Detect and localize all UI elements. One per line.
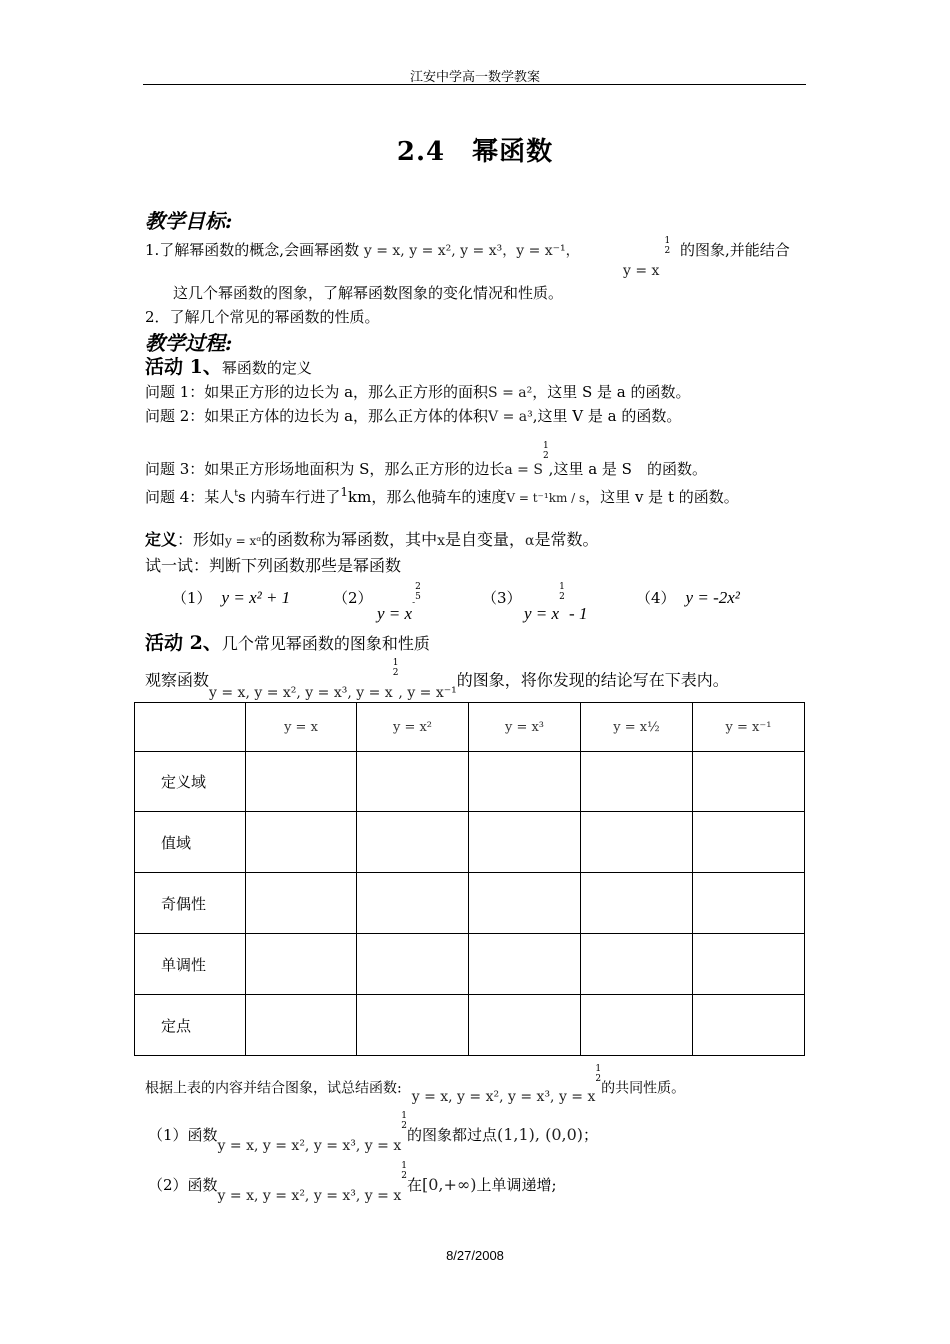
table-cell[interactable] (246, 752, 357, 812)
question-4-t: t (234, 489, 238, 499)
table-cell[interactable] (469, 934, 581, 995)
table-cell[interactable] (693, 995, 805, 1056)
observe-last: , y = x⁻¹ (398, 685, 457, 702)
table-cell[interactable] (469, 752, 581, 812)
try-it-prompt: 试一试：判断下列函数那些是幂函数 (145, 556, 402, 575)
property-2-end: 上单调递增; (476, 1176, 557, 1194)
table-cell[interactable] (581, 995, 693, 1056)
table-cell[interactable] (581, 934, 693, 995)
question-4-text-c: km，那么他骑车的速度 (348, 488, 507, 506)
page-title: 2.4 幂函数 (396, 137, 554, 167)
question-3-formula: a = S (504, 462, 543, 478)
header-divider (143, 84, 806, 85)
property-1-mid: 的图象都过点 (406, 1126, 497, 1144)
fraction-half: 1 2 (401, 1161, 407, 1181)
question-3-text: 问题 3：如果正方形场地面积为 S，那么正方形的边长 (145, 460, 505, 478)
table-col-header: y = x² (357, 703, 469, 752)
question-2-end: ,这里 V 是 a 的函数。 (532, 407, 682, 425)
property-2-funcs: y = x, y = x², y = x³, y = x (217, 1188, 402, 1204)
observe-text-a: 观察函数 (145, 670, 210, 690)
try-item-4-num: （4） (636, 589, 676, 607)
try-item-3 (482, 587, 522, 608)
table-cell[interactable] (469, 873, 581, 934)
definition-text-d: 是常数。 (534, 530, 599, 549)
observe-line (145, 658, 729, 702)
definition-label: 定义 (145, 530, 178, 549)
definition-alpha: α (525, 533, 535, 549)
table-row-header: 奇偶性 (135, 873, 246, 934)
table-cell[interactable] (693, 873, 805, 934)
fraction-two-fifths: 2 5 (415, 582, 421, 602)
table-row-header: 值域 (135, 812, 246, 873)
question-4-text-b: s 内骑车行进了 (237, 488, 341, 506)
question-4 (145, 485, 739, 507)
observe-funcs: y = x, y = x², y = x³, y = x (209, 685, 393, 702)
summary-text-a: 根据上表的内容并结合图象，试总结函数: (145, 1080, 402, 1097)
table-row-header: 定义域 (135, 752, 246, 812)
question-2-formula: V = a³ (488, 409, 533, 425)
activity-1-heading (145, 352, 312, 379)
goal-item-1 (145, 239, 580, 260)
property-1-num: （1）函数 (148, 1126, 218, 1144)
property-2 (148, 1161, 557, 1204)
try-item-1-num: （1） (172, 589, 212, 607)
property-1-points: (1,1), (0,0) (496, 1125, 583, 1144)
question-4-end: ，这里 v 是 t 的函数。 (585, 488, 739, 506)
goal-1-suffix: 的图象,并能结合 (680, 241, 790, 259)
table-cell[interactable] (469, 812, 581, 873)
try-item-4 (636, 587, 740, 608)
process-heading: 教学过程: (145, 331, 233, 355)
try-item-2-num: （2） (333, 589, 373, 607)
neg-sign: - (412, 598, 416, 609)
properties-table (134, 702, 805, 1056)
question-3-end: ,这里 a 是 S 的函数。 (548, 460, 707, 478)
question-1-end: ，这里 S 是 a 的函数。 (532, 383, 691, 401)
activity-1-label: 活动 1、 (145, 356, 222, 378)
table-col-header: y = x (246, 703, 357, 752)
table-cell[interactable] (693, 812, 805, 873)
page-header: 江安中学高一数学教案 (409, 70, 540, 85)
question-1-text: 问题 1：如果正方形的边长为 a，那么正方形的面积 (145, 383, 489, 401)
definition-var: x (437, 533, 445, 549)
goal-1-sqrt-base: y = x (623, 263, 660, 280)
table-col-header: y = x⁻¹ (693, 703, 805, 752)
question-3 (145, 441, 707, 479)
goal-1-continuation: 这几个幂函数的图象，了解幂函数图象的变化情况和性质。 (173, 284, 564, 302)
question-2 (145, 405, 681, 426)
table-row (135, 812, 805, 873)
table-col-header: y = x½ (581, 703, 693, 752)
property-2-interval: [0,+∞) (421, 1175, 477, 1194)
table-row-header: 单调性 (135, 934, 246, 995)
table-cell[interactable] (693, 752, 805, 812)
table-row (135, 873, 805, 934)
table-cell[interactable] (693, 934, 805, 995)
table-cell[interactable] (357, 934, 469, 995)
try-item-2-base: y = x (377, 604, 413, 624)
table-row (135, 995, 805, 1056)
summary-funcs: y = x, y = x², y = x³, y = x (411, 1088, 596, 1105)
page-footer-date: 8/27/2008 (446, 1248, 504, 1263)
try-item-2 (333, 587, 373, 608)
definition-text-c: 是自变量， (444, 530, 525, 549)
observe-text-b: 的图象，将你发现的结论写在下表内。 (456, 670, 729, 690)
try-item-3-num: （3） (482, 589, 522, 607)
definition-text-b: 的函数称为幂函数，其中 (261, 530, 438, 549)
try-item-4-expr: y = -2x² (685, 588, 740, 607)
table-cell[interactable] (357, 812, 469, 873)
table-cell[interactable] (357, 995, 469, 1056)
table-cell[interactable] (469, 995, 581, 1056)
question-1 (145, 381, 691, 402)
table-row-header: 定点 (135, 995, 246, 1056)
summary-line (145, 1064, 686, 1105)
activity-2-title: 几个常见幂函数的图象和性质 (221, 634, 430, 653)
fraction-half: 1 2 (559, 582, 565, 602)
definition-formula: y = xᵅ (225, 534, 262, 548)
question-2-text: 问题 2：如果正方体的边长为 a，那么正方体的体积 (145, 407, 489, 425)
table-cell[interactable] (246, 934, 357, 995)
activity-2-heading (145, 628, 430, 655)
table-row (135, 934, 805, 995)
activity-2-label: 活动 2、 (145, 632, 222, 654)
table-cell[interactable] (581, 812, 693, 873)
question-4-text: 问题 4：某人 (145, 488, 235, 506)
table-cell[interactable] (581, 752, 693, 812)
try-item-1 (172, 587, 290, 608)
property-1-end: ； (583, 1126, 599, 1144)
table-cell[interactable] (357, 873, 469, 934)
table-cell[interactable] (246, 995, 357, 1056)
table-cell[interactable] (246, 873, 357, 934)
table-cell[interactable] (581, 873, 693, 934)
definition (145, 527, 598, 550)
try-item-3-expr: y = x1 2 - 1 (524, 582, 588, 624)
property-1 (148, 1111, 599, 1154)
property-1-funcs: y = x, y = x², y = x³, y = x (217, 1138, 402, 1154)
goals-heading: 教学目标: (145, 209, 233, 233)
property-2-num: （2）函数 (148, 1176, 218, 1194)
fraction-half: 1 2 (401, 1111, 407, 1131)
question-4-formula: V = t⁻¹km / s (506, 491, 586, 505)
fraction-half: 1 2 (595, 1064, 602, 1084)
try-item-2-expr (377, 582, 421, 624)
summary-text-b: 的共同性质。 (601, 1080, 686, 1097)
goal-1-sqrt-func (623, 236, 671, 280)
try-item-3-base: y = x (524, 604, 560, 624)
activity-1-title: 幂函数的定义 (221, 359, 312, 377)
question-4-one: 1 (340, 485, 349, 499)
definition-text-a: ：形如 (177, 530, 226, 549)
table-cell[interactable] (357, 752, 469, 812)
table-col-header: y = x³ (469, 703, 581, 752)
goal-1-prefix: 1.了解幂函数的概念,会画幂函数 (145, 241, 360, 259)
table-header-row (135, 703, 805, 752)
table-cell[interactable] (246, 812, 357, 873)
goal-item-2: 2．了解几个常见的幂函数的性质。 (145, 308, 380, 326)
table-corner-cell (135, 703, 246, 752)
fraction-half: 1 2 (392, 658, 399, 678)
question-1-formula: S = a² (488, 385, 533, 401)
table-row (135, 752, 805, 812)
property-2-mid: 在 (406, 1176, 422, 1194)
fraction-half: 1 2 (664, 236, 671, 256)
fraction-half: 1 2 (542, 441, 549, 461)
try-item-1-expr: y = x² + 1 (221, 588, 291, 607)
goal-1-funcs: y = x, y = x², y = x³，y = x⁻¹， (363, 243, 580, 259)
